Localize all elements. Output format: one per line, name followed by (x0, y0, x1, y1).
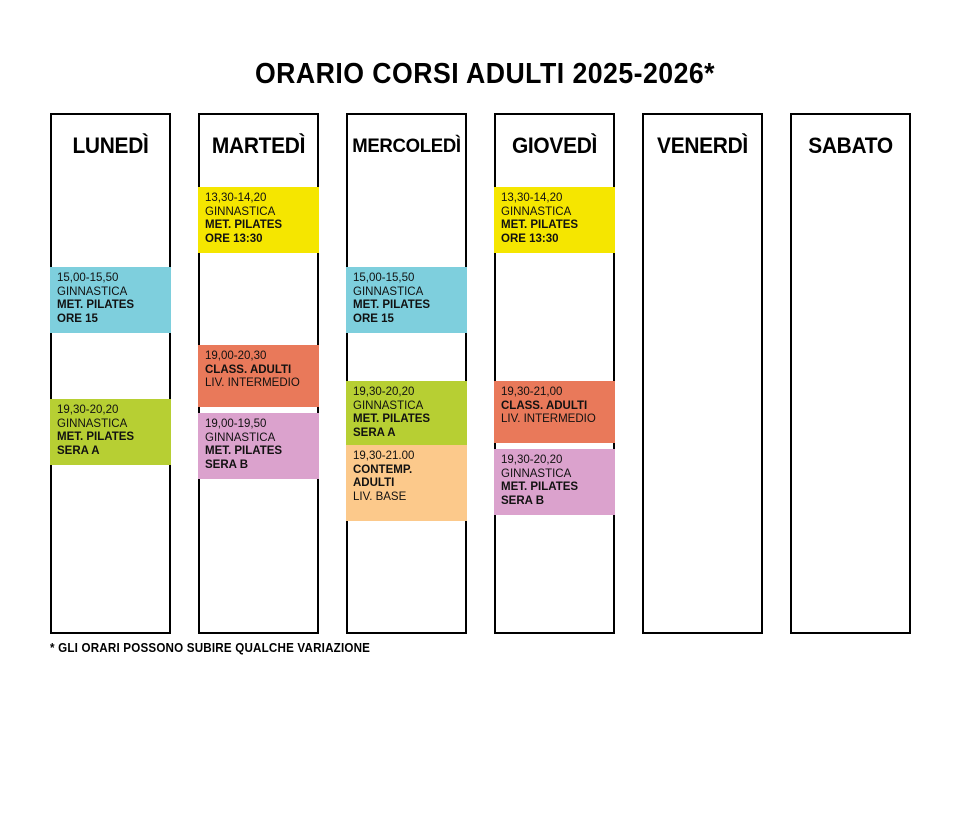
slot-line: GINNASTICA (57, 417, 128, 430)
day-slots (792, 177, 909, 627)
slot-line: GINNASTICA (501, 467, 572, 480)
day-header: GIOVEDÌ (511, 133, 598, 158)
slot-line: ORE 15 (57, 312, 98, 325)
day-header: VENERDÌ (657, 133, 748, 158)
slot-line: SERA A (57, 444, 100, 457)
day-slots (496, 177, 613, 627)
slot-line: GINNASTICA (353, 399, 424, 412)
day-slots (52, 177, 169, 627)
slot-time: 19,00-20,30 (205, 350, 267, 362)
slot-time: 19,30-20,20 (353, 386, 415, 398)
slot-line: MET. PILATES (501, 219, 579, 231)
slot-line: MET. PILATES (205, 445, 283, 457)
slot-line: MET. PILATES (205, 219, 283, 231)
day-slots (644, 177, 761, 627)
slot-line: CLASS. ADULTI (205, 363, 292, 376)
day-column-sabato (790, 113, 911, 634)
course-slot[interactable] (346, 267, 467, 333)
slot-line: MET. PILATES (57, 431, 135, 443)
schedule-grid (50, 113, 922, 634)
course-slot[interactable] (50, 399, 171, 465)
slot-time: 15,00-15,50 (353, 272, 415, 284)
slot-line: SERA A (353, 426, 396, 439)
course-slot[interactable] (494, 381, 615, 443)
course-slot[interactable] (198, 413, 319, 479)
slot-line: GINNASTICA (205, 205, 276, 218)
day-header: SABATO (808, 133, 893, 158)
day-header: MARTEDÌ (211, 133, 306, 158)
slot-time: 19,30-21.00 (353, 450, 415, 462)
course-slot[interactable] (346, 381, 467, 447)
day-column-mercoled (346, 113, 467, 634)
slot-time: 15,00-15,50 (57, 272, 119, 284)
slot-time: 19,30-20,20 (57, 404, 119, 416)
slot-line: ORE 15 (353, 312, 394, 325)
slot-line: ADULTI (353, 477, 395, 489)
day-column-marted (198, 113, 319, 634)
slot-line: ORE 13:30 (205, 232, 263, 245)
day-header: LUNEDÌ (72, 133, 149, 158)
slot-line: MET. PILATES (353, 413, 431, 425)
course-slot[interactable] (494, 449, 615, 515)
page-title: ORARIO CORSI ADULTI 2025-2026* (254, 58, 716, 90)
slot-line: SERA B (205, 458, 249, 471)
slot-line: MET. PILATES (501, 481, 579, 493)
slot-line: MET. PILATES (353, 299, 431, 311)
footnote: * GLI ORARI POSSONO SUBIRE QUALCHE VARIAZIONE (50, 641, 371, 655)
course-slot[interactable] (346, 445, 467, 521)
course-slot[interactable] (198, 187, 319, 253)
day-column-luned (50, 113, 171, 634)
course-slot[interactable] (198, 345, 319, 407)
slot-time: 13,30-14,20 (205, 192, 267, 204)
slot-line: LIV. INTERMEDIO (501, 413, 596, 425)
slot-line: MET. PILATES (57, 299, 135, 311)
day-slots (200, 177, 317, 627)
slot-time: 19,30-21,00 (501, 386, 563, 398)
course-slot[interactable] (50, 267, 171, 333)
slot-time: 19,30-20,20 (501, 454, 563, 466)
slot-line: CLASS. ADULTI (501, 399, 588, 412)
slot-time: 19,00-19,50 (205, 418, 267, 430)
slot-time: 13,30-14,20 (501, 192, 563, 204)
slot-line: LIV. BASE (353, 490, 407, 503)
slot-line: LIV. INTERMEDIO (205, 377, 300, 389)
slot-line: ORE 13:30 (501, 232, 559, 245)
day-column-venerd (642, 113, 763, 634)
day-header: MERCOLEDÌ (352, 134, 461, 157)
slot-line: GINNASTICA (501, 205, 572, 218)
course-slot[interactable] (494, 187, 615, 253)
day-column-gioved (494, 113, 615, 634)
slot-line: SERA B (501, 494, 545, 507)
slot-line: CONTEMP. (353, 463, 413, 476)
day-slots (348, 177, 465, 627)
slot-line: GINNASTICA (57, 285, 128, 298)
slot-line: GINNASTICA (353, 285, 424, 298)
slot-line: GINNASTICA (205, 431, 276, 444)
